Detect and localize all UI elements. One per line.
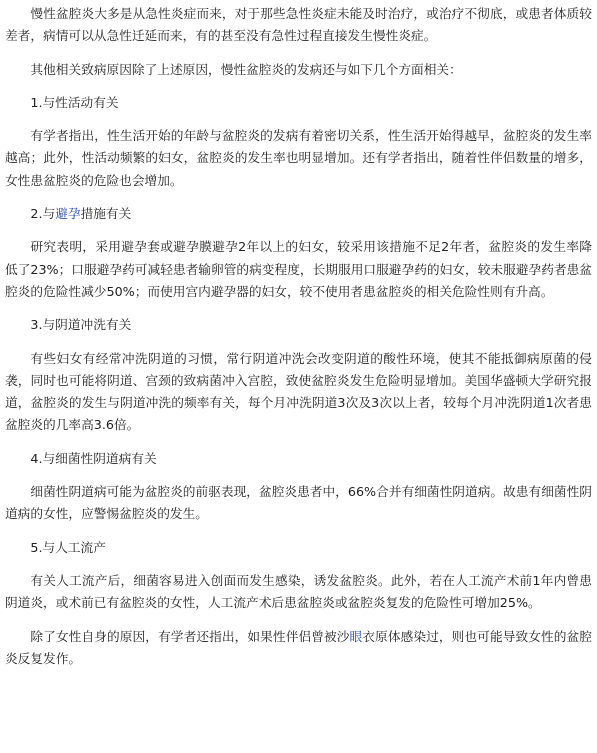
contraception-link[interactable]: 避孕 [55, 206, 81, 222]
section-body-contraception: 研究表明，采用避孕套或避孕膜避孕2年以上的妇女，较采用该措施不足2年者，盆腔炎的发生率降低了23%；口服避孕药可减轻患者输卵管的病变程度，长期服用口服避孕药的妇女，较未服避孕药者患盆腔炎的危险性减少50%；而使用宫内避孕器的妇女，较不使用者患盆腔炎的相关危险性则有升高。 [5, 239, 592, 299]
closing-prefix: 除了女性自身的原因，有学者还指出，如果性伴侣曾被沙 [30, 628, 350, 644]
section-heading-sexual-activity: 1.与性活动有关 [30, 94, 119, 110]
heading-prefix: 2.与 [30, 206, 56, 222]
closing-paragraph [5, 626, 592, 671]
section-body-abortion: 有关人工流产后，细菌容易进入创面而发生感染，诱发盆腔炎。此外，若在人工流产术前1年内曾患阴道炎，或术前已有盆腔炎的女性，人工流产术后患盆腔炎或盆腔炎复发的危险性可增加25%。 [5, 572, 592, 611]
section-body-douching: 有些妇女有经常冲洗阴道的习惯，常行阴道冲洗会改变阴道的酸性环境，使其不能抵御病原菌的侵袭，同时也可能将阴道、宫颈的致病菌冲入宫腔，致使盆腔炎发生危险明显增加。美国华盛顿大学研究报道，盆腔炎的发生与阴道冲洗的频率有关，每个月冲洗阴道3次及3次以上者，较每个月冲洗阴道1次者患盆腔炎的几率高3.6倍。 [5, 350, 592, 433]
trachoma-link[interactable]: 眼 [349, 628, 363, 644]
section-heading-douching: 3.与阴道冲洗有关 [30, 317, 132, 333]
section-heading-bacterial-vaginosis: 4.与细菌性阴道病有关 [30, 450, 157, 466]
heading-suffix: 措施有关 [80, 206, 132, 222]
section-heading-contraception [5, 203, 592, 225]
causes-intro-paragraph: 其他相关致病原因除了上述原因，慢性盆腔炎的发病还与如下几个方面相关： [30, 61, 462, 77]
section-body-bacterial-vaginosis: 细菌性阴道病可能为盆腔炎的前驱表现，盆腔炎患者中，66%合并有细菌性阴道病。故患有细菌性阴道病的女性，应警惕盆腔炎的发生。 [5, 484, 592, 522]
closing-suffix: 衣原体感染过，则也可能导致女性的盆腔炎反复发作。 [5, 628, 592, 666]
section-body-sexual-activity: 有学者指出，性生活开始的年龄与盆腔炎的发病有着密切关系，性生活开始得越早，盆腔炎的发生率越高；此外，性活动频繁的妇女，盆腔炎的发生率也明显增加。还有学者指出，随着性伴侣数量的增多，女性患盆腔炎的危险也会增加。 [5, 128, 592, 188]
section-heading-abortion: 5.与人工流产 [30, 539, 106, 555]
intro-paragraph: 慢性盆腔炎大多是从急性炎症而来，对于那些急性炎症未能及时治疗，或治疗不彻底，或患者体质较差者，病情可以从急性迁延而来，有的甚至没有急性过程直接发生慢性炎症。 [5, 6, 592, 44]
